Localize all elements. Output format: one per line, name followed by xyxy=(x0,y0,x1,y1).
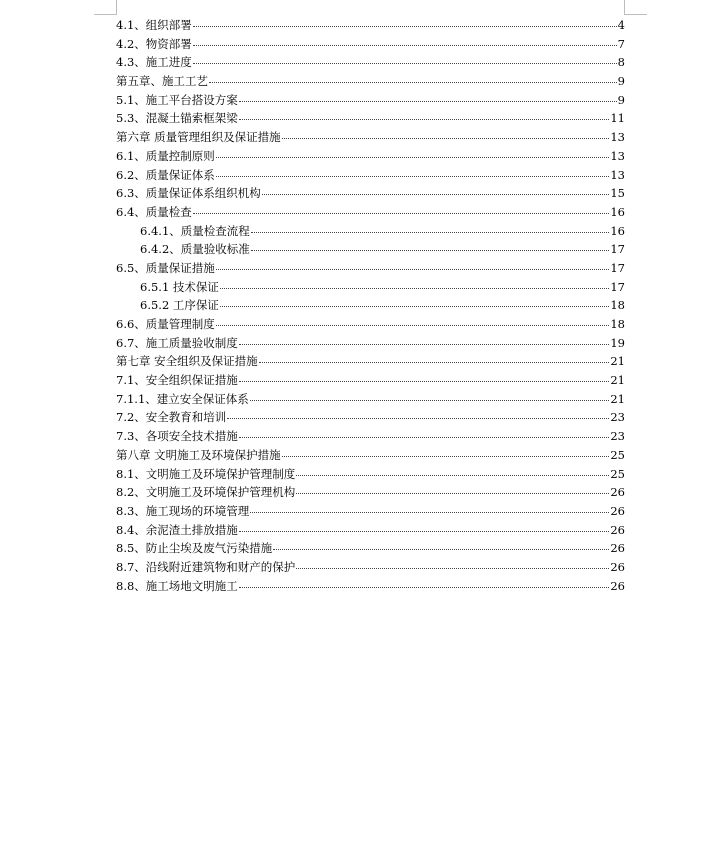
toc-dot-leader xyxy=(239,380,610,382)
toc-entry[interactable] xyxy=(116,558,625,577)
toc-entry-title: 8.5、防止尘埃及废气污染措施 xyxy=(116,541,273,556)
toc-dot-leader xyxy=(239,100,617,102)
toc-entry-title: 4.2、物资部署 xyxy=(116,36,192,51)
toc-page-number: 17 xyxy=(610,242,625,257)
toc-page-number: 4 xyxy=(617,18,625,32)
toc-entry[interactable] xyxy=(116,147,625,166)
toc-page-number: 9 xyxy=(617,74,625,89)
toc-entry[interactable] xyxy=(116,446,625,465)
toc-entry[interactable] xyxy=(116,259,625,278)
toc-page-number: 21 xyxy=(610,373,625,388)
toc-entry-title: 6.2、质量保证体系 xyxy=(116,167,215,182)
toc-entry[interactable] xyxy=(116,240,625,259)
toc-dot-leader xyxy=(193,212,610,214)
toc-entry-title: 5.1、施工平台搭设方案 xyxy=(116,92,238,107)
toc-dot-leader xyxy=(250,399,610,401)
toc-entry-title: 8.7、沿线附近建筑物和财产的保护 xyxy=(116,559,296,574)
page-corner-mark-left xyxy=(94,0,117,15)
toc-entry[interactable] xyxy=(116,16,625,35)
toc-entry[interactable] xyxy=(116,184,625,203)
page-corner-mark-right xyxy=(624,0,647,15)
toc-entry[interactable] xyxy=(116,371,625,390)
toc-dot-leader xyxy=(239,530,610,532)
toc-entry-title: 4.1、组织部署 xyxy=(116,18,192,32)
toc-dot-leader xyxy=(296,567,609,569)
toc-entry-title: 8.4、余泥渣土排放措施 xyxy=(116,522,238,537)
toc-entry[interactable] xyxy=(116,390,625,409)
toc-page-number: 26 xyxy=(610,541,625,556)
toc-page-number: 21 xyxy=(610,354,625,369)
toc-page-number: 7 xyxy=(617,36,625,51)
toc-entry-title: 4.3、施工进度 xyxy=(116,55,192,70)
toc-entry-title: 第五章、施工工艺 xyxy=(116,74,208,89)
toc-page-number: 17 xyxy=(610,279,625,294)
toc-dot-leader xyxy=(282,137,610,139)
toc-entry-title: 6.5.1 技术保证 xyxy=(140,279,219,294)
toc-dot-leader xyxy=(216,156,610,158)
toc-entry-title: 7.1.1、建立安全保证体系 xyxy=(116,391,249,406)
toc-dot-leader xyxy=(282,455,610,457)
toc-page-number: 26 xyxy=(610,503,625,518)
toc-entry[interactable] xyxy=(116,483,625,502)
toc-dot-leader xyxy=(239,343,610,345)
toc-dot-leader xyxy=(296,474,609,476)
toc-entry-title: 8.2、文明施工及环境保护管理机构 xyxy=(116,485,296,500)
toc-entry-title: 6.1、质量控制原则 xyxy=(116,148,215,163)
toc-page-number: 8 xyxy=(617,55,625,70)
toc-entry[interactable] xyxy=(116,53,625,72)
toc-page-number: 23 xyxy=(610,429,625,444)
toc-entry-title: 第六章 质量管理组织及保证措施 xyxy=(116,130,281,145)
toc-entry-title: 5.3、混凝土锚索框架梁 xyxy=(116,111,238,126)
toc-entry-title: 8.8、施工场地文明施工 xyxy=(116,578,238,593)
toc-entry[interactable] xyxy=(116,352,625,371)
toc-entry[interactable] xyxy=(116,296,625,315)
toc-dot-leader xyxy=(239,586,610,588)
toc-entry[interactable] xyxy=(116,427,625,446)
toc-entry[interactable] xyxy=(116,35,625,54)
toc-entry[interactable] xyxy=(116,408,625,427)
toc-page-number: 19 xyxy=(610,335,625,350)
toc-page-number: 13 xyxy=(610,148,625,163)
toc-entry[interactable] xyxy=(116,91,625,110)
toc-dot-leader xyxy=(193,25,617,27)
toc-entry-title: 6.4、质量检查 xyxy=(116,204,192,219)
toc-entry[interactable] xyxy=(116,521,625,540)
toc-page-number: 26 xyxy=(610,522,625,537)
toc-page-number: 26 xyxy=(610,578,625,593)
toc-dot-leader xyxy=(262,193,610,195)
toc-entry[interactable] xyxy=(116,128,625,147)
toc-entry-title: 6.3、质量保证体系组织机构 xyxy=(116,186,261,201)
toc-page-number: 13 xyxy=(610,167,625,182)
toc-page-number: 16 xyxy=(610,204,625,219)
toc-entry-title: 8.1、文明施工及环境保护管理制度 xyxy=(116,466,296,481)
toc-entry[interactable] xyxy=(116,577,625,596)
toc-page-number: 26 xyxy=(610,485,625,500)
toc-page-number: 18 xyxy=(610,317,625,331)
toc-dot-leader xyxy=(193,44,617,46)
toc-entry[interactable] xyxy=(116,334,625,353)
toc-entry-title: 7.3、各项安全技术措施 xyxy=(116,429,238,444)
toc-entry-title: 8.3、施工现场的环境管理 xyxy=(116,503,250,518)
toc-page-number: 13 xyxy=(610,130,625,145)
toc-dot-leader xyxy=(273,548,609,550)
toc-dot-leader xyxy=(216,268,610,270)
toc-entry[interactable] xyxy=(116,203,625,222)
toc-dot-leader xyxy=(251,249,610,251)
toc-dot-leader xyxy=(239,118,610,120)
toc-page-number: 11 xyxy=(610,111,625,126)
toc-page-number: 21 xyxy=(610,391,625,406)
toc-dot-leader xyxy=(220,305,609,307)
toc-entry-title: 6.6、质量管理制度 xyxy=(116,317,215,331)
toc-entry[interactable] xyxy=(116,166,625,185)
toc-entry[interactable] xyxy=(116,72,625,91)
table-of-contents xyxy=(116,16,625,595)
toc-entry[interactable] xyxy=(116,539,625,558)
toc-entry-title: 6.5.2 工序保证 xyxy=(140,298,219,313)
toc-page-number: 18 xyxy=(610,298,625,313)
toc-entry-title: 第八章 文明施工及环境保护措施 xyxy=(116,447,281,462)
toc-dot-leader xyxy=(209,81,617,83)
toc-page-number: 25 xyxy=(610,466,625,481)
toc-dot-leader xyxy=(193,62,617,64)
toc-entry-title: 6.5、质量保证措施 xyxy=(116,260,215,275)
toc-dot-leader xyxy=(227,417,609,419)
toc-dot-leader xyxy=(216,324,610,326)
toc-page-number: 9 xyxy=(617,92,625,107)
toc-entry-title: 6.7、施工质量验收制度 xyxy=(116,335,238,350)
toc-dot-leader xyxy=(239,436,610,438)
toc-entry-title: 6.4.2、质量验收标准 xyxy=(140,242,250,257)
toc-dot-leader xyxy=(259,361,610,363)
toc-page-number: 17 xyxy=(610,260,625,275)
toc-dot-leader xyxy=(220,287,609,289)
toc-entry-title: 7.1、安全组织保证措施 xyxy=(116,373,238,388)
toc-page-number: 25 xyxy=(610,447,625,462)
toc-entry-title: 7.2、安全教育和培训 xyxy=(116,410,227,425)
toc-entry[interactable] xyxy=(116,315,625,334)
toc-dot-leader xyxy=(296,492,609,494)
toc-page-number: 15 xyxy=(610,186,625,201)
toc-dot-leader xyxy=(216,175,610,177)
toc-entry[interactable] xyxy=(116,278,625,297)
toc-entry[interactable] xyxy=(116,222,625,241)
toc-entry-title: 第七章 安全组织及保证措施 xyxy=(116,354,258,369)
toc-page-number: 16 xyxy=(610,223,625,238)
toc-entry-title: 6.4.1、质量检查流程 xyxy=(140,223,250,238)
toc-entry[interactable] xyxy=(116,502,625,521)
toc-page-number: 23 xyxy=(610,410,625,425)
toc-page-number: 26 xyxy=(610,559,625,574)
toc-dot-leader xyxy=(250,511,609,513)
toc-entry[interactable] xyxy=(116,465,625,484)
toc-entry[interactable] xyxy=(116,109,625,128)
toc-dot-leader xyxy=(251,231,610,233)
